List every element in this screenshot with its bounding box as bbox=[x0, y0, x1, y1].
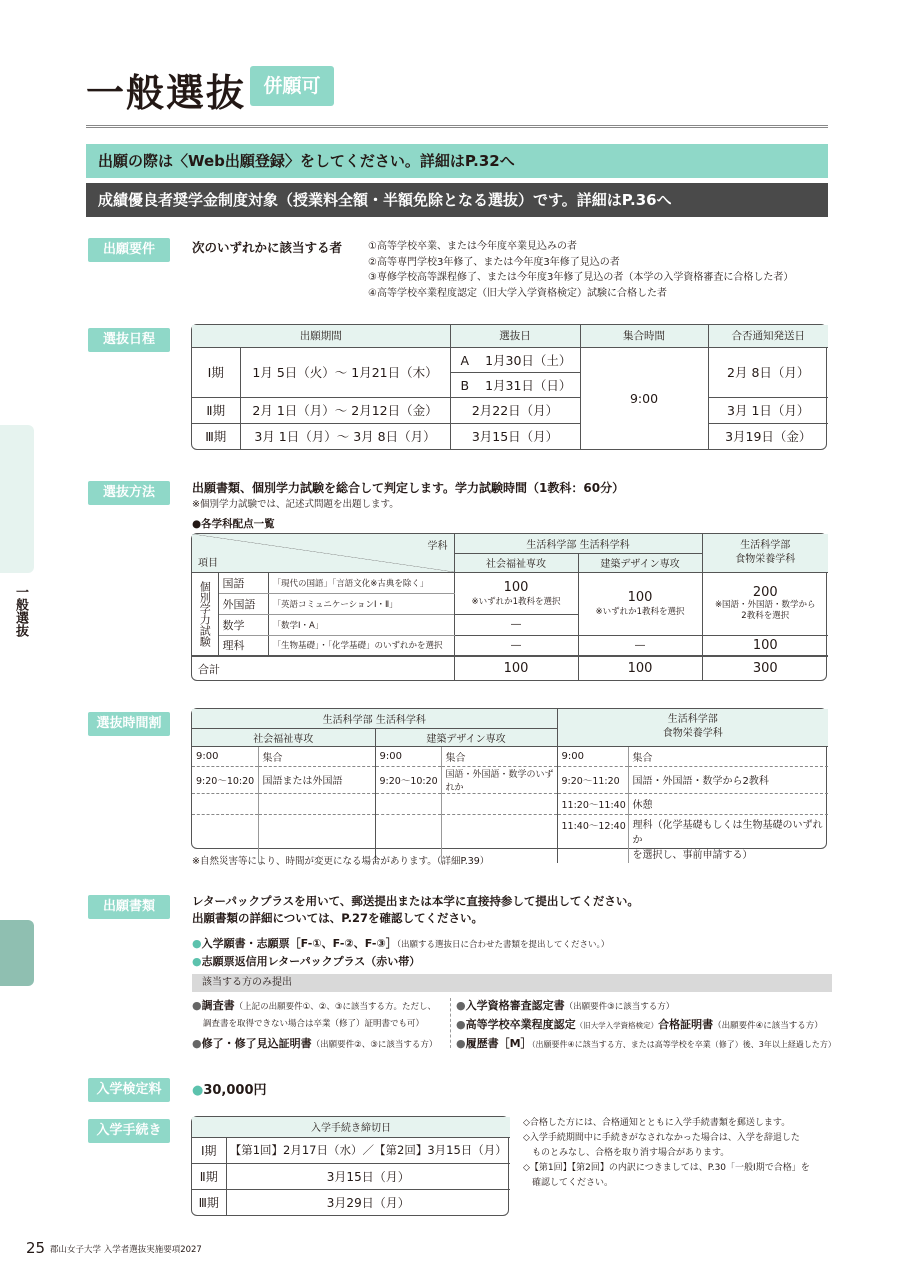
total-nutrition: 300 bbox=[752, 661, 778, 676]
web-entry-banner: 出願の際は〈Web出願登録〉をしてください。詳細はP.32へ bbox=[86, 144, 828, 178]
bullet-icon: ● bbox=[192, 955, 202, 968]
doc-qualification-title: 入学資格審査認定書 bbox=[465, 999, 565, 1012]
term1-a-date: 1月30日（土） bbox=[485, 352, 572, 368]
documents-item1-title: 入学願書・志願票［F-①、F-②、F-③］ bbox=[201, 937, 397, 950]
documents-lead1: レターパックプラスを用いて、郵送提出または本学に直接持参して提出してください。 bbox=[192, 894, 639, 908]
header-dept1: 生活科学部 生活科学科 bbox=[454, 534, 702, 553]
tt-time: 9:20～11:20 bbox=[557, 766, 628, 793]
procedure-header: 入学手続き締切日 bbox=[192, 1117, 510, 1137]
header-dept2-course: 食物栄養学科 bbox=[735, 553, 796, 565]
term1-b bbox=[450, 372, 580, 397]
tt-content: 休憩 bbox=[628, 793, 828, 814]
points-nutrition-main: 200 ※国語・外国語・数学から 2教科を選択 bbox=[702, 572, 828, 635]
header-dept2-faculty: 生活科学部 bbox=[740, 539, 791, 551]
procedure-date1: 【第1回】2月17日（水）／【第2回】3月15日（月） bbox=[226, 1137, 510, 1163]
requirements-label: 出願要件 bbox=[88, 238, 170, 262]
doc-resume-title: 履歴書［M］ bbox=[465, 1037, 532, 1050]
header-notify: 合否通知発送日 bbox=[708, 325, 828, 347]
procedure-note: ものとみなし、合格を取り消す場合があります。 bbox=[523, 1148, 730, 1158]
term1-label: Ⅰ期 bbox=[192, 347, 240, 397]
header-sub2: 建築デザイン専攻 bbox=[578, 553, 702, 572]
doc-completion-note: （出願要件②、③に該当する方） bbox=[311, 1040, 438, 1050]
header-item: 項目 bbox=[198, 557, 218, 569]
doc-equivalency-small: （旧大学入学資格検定） bbox=[575, 1021, 659, 1030]
doc-survey-note2: 調査書を取得できない場合は卒業（修了）証明書でも可） bbox=[203, 1019, 425, 1029]
procedure-date3: 3月29日（月） bbox=[326, 1195, 410, 1210]
procedure-date2: 3月15日（月） bbox=[226, 1163, 510, 1189]
tt-content-line: 理科（化学基礎もしくは生物基礎のいずれか bbox=[632, 819, 823, 846]
procedure-label: 入学手続き bbox=[88, 1119, 170, 1143]
tt-content: 集合 bbox=[441, 746, 557, 766]
documents-lead2: 出願書類の詳細については、P.27を確認してください。 bbox=[192, 911, 483, 925]
method-lead: 出願書類、個別学力試験を総合して判定します。学力試験時間（1教科：60分） bbox=[192, 481, 625, 495]
documents-divider bbox=[450, 998, 451, 1048]
method-label: 選抜方法 bbox=[88, 481, 170, 505]
footer-text: 郡山女子大学 入学者選抜実施要項2027 bbox=[50, 1245, 202, 1255]
procedure-note: ◇入学手続期間中に手続きがなされなかった場合は、入学を辞退した bbox=[523, 1133, 800, 1143]
points-table bbox=[191, 533, 827, 681]
header-diagonal-cell bbox=[192, 534, 454, 572]
subject-name: 国語 bbox=[218, 572, 268, 593]
side-tab-top bbox=[0, 425, 34, 573]
requirements-lead: 次のいずれかに該当する者 bbox=[192, 240, 343, 255]
subject-desc: 「数学Ⅰ・A」 bbox=[268, 614, 454, 635]
page-number: 25 bbox=[26, 1239, 46, 1257]
tt-content-line: を選択し、事前申請する） bbox=[632, 849, 753, 861]
vertical-label: 個別学力試験 bbox=[192, 572, 218, 656]
doc-qualification: ●入学資格審査認定書（出願要件③に該当する方） bbox=[456, 999, 675, 1012]
fee-value: ●30,000円 bbox=[192, 1083, 267, 1098]
assembly-time: 9:00 bbox=[580, 347, 708, 449]
doc-completion-title: 修了・修了見込証明書 bbox=[201, 1037, 312, 1050]
method-note: ※個別学力試験では、記述式問題を出題します。 bbox=[192, 499, 399, 510]
tt-header-sub1: 社会福祉専攻 bbox=[192, 728, 375, 746]
tt-content: 集合 bbox=[258, 746, 375, 766]
term1-period: 1月 5日（火）～ 1月21日（木） bbox=[240, 347, 450, 397]
procedure-table bbox=[191, 1116, 509, 1216]
bullet-icon: ● bbox=[192, 1083, 204, 1098]
term1-b-date: 1月31日（日） bbox=[485, 377, 572, 393]
points-welfare-lang: 100 ※いずれか1教科を選択 bbox=[454, 572, 578, 614]
side-tab-label: 一般選抜 bbox=[13, 585, 28, 637]
subject-desc: 「現代の国語」「言語文化※古典を除く」 bbox=[268, 572, 454, 593]
fee-label: 入学検定料 bbox=[88, 1078, 170, 1102]
doc-resume-note: （出願要件④に該当する方、または高等学校を卒業（修了）後、3年以上経過した方） bbox=[531, 1040, 836, 1049]
subject-name: 外国語 bbox=[218, 593, 268, 614]
procedure-notes bbox=[523, 1116, 833, 1191]
requirement-item: ④高等学校卒業程度認定（旧大学入学資格検定）試験に合格した者 bbox=[368, 287, 667, 299]
doc-equivalency-title: 高等学校卒業程度認定 bbox=[465, 1018, 576, 1031]
points-welfare-math: ― bbox=[454, 614, 578, 635]
requirement-item: ③専修学校高等課程修了、または今年度3年修了見込の者（本学の入学資格審査に合格した者） bbox=[368, 272, 794, 283]
documents-right-list bbox=[456, 997, 836, 1054]
scholarship-banner: 成績優良者奨学金制度対象（授業料全額・半額免除となる選抜）です。詳細はP.36へ bbox=[86, 183, 828, 217]
total-arch: 100 bbox=[578, 656, 702, 680]
header-date: 選抜日 bbox=[450, 325, 580, 347]
documents-item2-title: 志願票返信用レターパックプラス（赤い帯） bbox=[201, 955, 421, 968]
timetable-note: ※自然災害等により、時間が変更になる場合があります。（詳細P.39） bbox=[192, 856, 490, 867]
doc-equivalency-note: （出願要件④に該当する方） bbox=[713, 1021, 823, 1031]
requirement-item: ①高等学校卒業、または今年度卒業見込みの者 bbox=[368, 241, 577, 252]
header-assembly: 集合時間 bbox=[580, 325, 708, 347]
tt-header-sub2: 建築デザイン専攻 bbox=[375, 728, 557, 746]
timetable-label: 選抜時間割 bbox=[88, 712, 170, 736]
header-period: 出願期間 bbox=[192, 325, 450, 347]
requirement-item: ②高等専門学校3年修了、または今年度3年修了見込の者 bbox=[368, 256, 620, 268]
documents-item1-note: （出願する選抜日に合わせた書類を提出してください。） bbox=[396, 940, 610, 950]
tt-content: 国語または外国語 bbox=[258, 766, 375, 793]
term1-b-label: B bbox=[460, 377, 470, 393]
doc-survey-title: 調査書 bbox=[201, 999, 235, 1012]
timetable-table bbox=[191, 708, 827, 861]
tt-content bbox=[628, 814, 828, 863]
schedule-table bbox=[191, 324, 827, 450]
procedure-term2: Ⅱ期 bbox=[192, 1163, 226, 1189]
term2-date: 2月22日（月） bbox=[450, 397, 580, 423]
term3-date: 3月15日（月） bbox=[450, 423, 580, 449]
documents-left-list bbox=[192, 997, 448, 1054]
header-sub1: 社会福祉専攻 bbox=[454, 553, 578, 572]
procedure-note: 確認してください。 bbox=[523, 1178, 614, 1188]
header-dept2 bbox=[702, 534, 828, 572]
doc-completion: ●修了・修了見込証明書（出願要件②、③に該当する方） bbox=[192, 1037, 438, 1050]
side-tab-bottom bbox=[0, 920, 34, 986]
doc-survey-note: （上記の出願要件①、②、③に該当する方。ただし、 bbox=[234, 1002, 436, 1012]
term3-label: Ⅲ期 bbox=[192, 423, 240, 449]
tt-time: 9:00 bbox=[375, 746, 441, 766]
doc-survey: ●調査書（上記の出願要件①、②、③に該当する方。ただし、 bbox=[192, 999, 436, 1012]
subject-name: 理科 bbox=[218, 635, 268, 656]
tt-header-dept2-course: 食物栄養学科 bbox=[662, 728, 723, 740]
page-title: 一般選抜 bbox=[86, 71, 247, 115]
doc-equivalency-cert: 合格証明書 bbox=[658, 1018, 714, 1031]
points-arch-sci: ― bbox=[578, 635, 702, 656]
term3-period: 3月 1日（月）～ 3月 8日（月） bbox=[240, 423, 450, 449]
schedule-label: 選抜日程 bbox=[88, 328, 170, 352]
doc-qualification-note: （出願要件③に該当する方） bbox=[564, 1002, 675, 1012]
term2-period: 2月 1日（月）～ 2月12日（金） bbox=[240, 397, 450, 423]
tt-time: 9:00 bbox=[192, 746, 258, 766]
term2-label: Ⅱ期 bbox=[192, 397, 240, 423]
tt-time: 11:40～12:40 bbox=[557, 814, 628, 863]
total-welfare: 100 bbox=[454, 656, 578, 680]
bullet-icon: ● bbox=[192, 937, 202, 950]
points-title: ●各学科配点一覧 bbox=[192, 518, 275, 530]
subject-name: 数学 bbox=[218, 614, 268, 635]
tt-time: 9:00 bbox=[557, 746, 628, 766]
header-gakka: 学科 bbox=[427, 541, 448, 552]
subject-desc: 「生物基礎」・「化学基礎」のいずれかを選択 bbox=[268, 635, 454, 656]
procedure-term3: Ⅲ期 bbox=[192, 1189, 226, 1215]
points-nutrition-sci: 100 bbox=[702, 635, 828, 656]
doc-resume: ●履歴書［M］（出願要件④に該当する方、または高等学校を卒業（修了）後、3年以上経過した方） bbox=[456, 1037, 836, 1050]
procedure-note: ◇【第1回】【第2回】の内訳につきましては、P.30「一般Ⅰ期で合格」を bbox=[523, 1163, 810, 1173]
title-rule bbox=[86, 125, 828, 128]
tt-content: 国語・外国語・数学から2教科 bbox=[628, 766, 828, 793]
term1-a bbox=[450, 347, 580, 372]
total-label: 合計 bbox=[192, 656, 454, 680]
tt-content: 国語・外国語・数学のいずれか bbox=[441, 766, 557, 793]
term3-notify: 3月19日（金） bbox=[725, 429, 812, 445]
parallel-badge: 併願可 bbox=[250, 66, 334, 106]
tt-header-dept1: 生活科学部 生活科学科 bbox=[192, 709, 557, 728]
doc-equivalency: ●高等学校卒業程度認定（旧大学入学資格検定）合格証明書（出願要件④に該当する方） bbox=[456, 1018, 823, 1031]
tt-header-dept2-faculty: 生活科学部 bbox=[667, 714, 718, 726]
tt-time: 9:20～10:20 bbox=[192, 766, 258, 793]
points-welfare-sci: ― bbox=[454, 635, 578, 656]
term1-notify: 2月 8日（月） bbox=[708, 347, 828, 397]
points-arch-main: 100 ※いずれか1教科を選択 bbox=[578, 572, 702, 635]
requirements-list bbox=[368, 239, 793, 301]
only-header: 該当する方のみ提出 bbox=[192, 974, 832, 992]
tt-header-dept2 bbox=[557, 709, 828, 746]
tt-content: 集合 bbox=[628, 746, 828, 766]
documents-item1 bbox=[192, 935, 609, 951]
procedure-note: ◇合格した方には、合格通知とともに入学手続書類を郵送します。 bbox=[523, 1118, 791, 1128]
documents-item2 bbox=[192, 953, 420, 969]
subject-desc: 「英語コミュニケーションⅠ・Ⅱ」 bbox=[268, 593, 454, 614]
tt-time: 9:20～10:20 bbox=[375, 766, 441, 793]
documents-label: 出願書類 bbox=[88, 895, 170, 919]
procedure-term1: Ⅰ期 bbox=[192, 1137, 226, 1163]
tt-time: 11:20～11:40 bbox=[557, 793, 628, 814]
term1-a-label: A bbox=[460, 352, 470, 368]
term2-notify: 3月 1日（月） bbox=[708, 397, 828, 423]
